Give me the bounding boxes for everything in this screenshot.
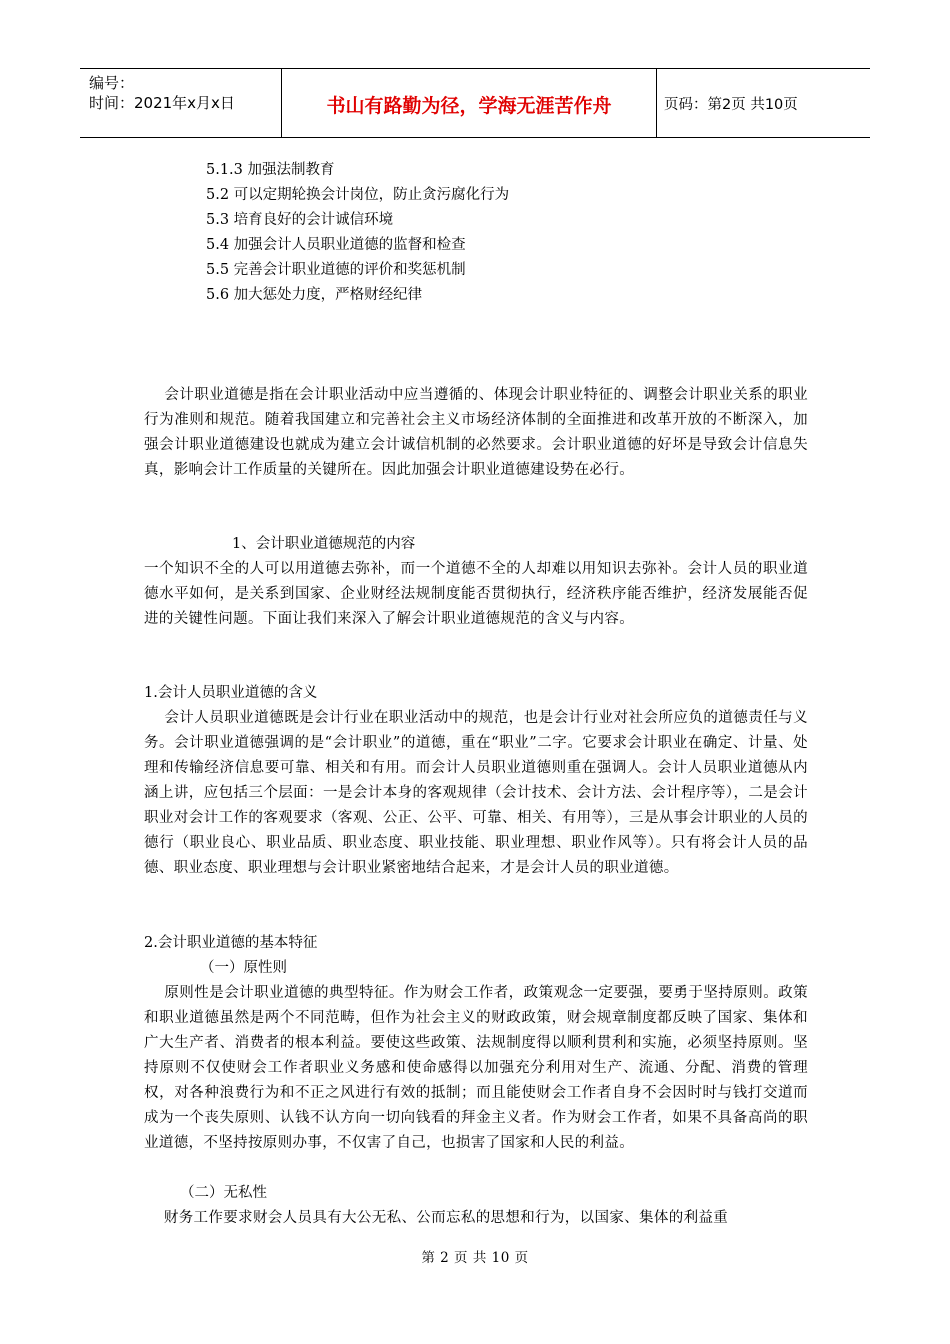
point-2-heading: （二）无私性 <box>180 1185 267 1201</box>
point-1-paragraph: 原则性是会计职业道德的典型特征。作为财会工作者，政策观念一定要强，要勇于坚持原则。政策和职业道德虽然是两个不同范畴，但作为社会主义的财政政策，财会规章制度都反映了国家、集体和广大生产者、消费者的根本利益。要使这些政策、法规制度得以顺利贯利和实施，必须坚持原则。坚持原则不仅使财会工作者职业义务感和使命感得以加强充分利用对生产、流通、分配、消费的管理权，对各种浪费行为和不正之风进行有效的抵制；而且能使财会工作者自身不会因时时与钱打交道而成为一个丧失原则、认钱不认方向一切向钱看的拜金主义者。作为财会工作者，如果不具备高尚的职业道德，不坚持按原则办事，不仅害了自己，也损害了国家和人民的利益。 <box>144 985 808 1151</box>
header-info-cell <box>80 69 282 137</box>
point-2-paragraph: 财务工作要求财会人员具有大公无私、公而忘私的思想和行为，以国家、集体的利益重 <box>144 1210 729 1226</box>
toc-item: 5.5 完善会计职业道德的评价和奖惩机制 <box>206 262 466 278</box>
document-date-label: 时间：2021年x月x日 <box>89 94 235 112</box>
table-of-contents <box>206 158 509 308</box>
header-motto-cell <box>282 69 657 137</box>
toc-item: 5.4 加强会计人员职业道德的监督和检查 <box>206 237 466 253</box>
toc-item: 5.6 加大惩处力度，严格财经纪律 <box>206 287 423 303</box>
toc-item: 5.2 可以定期轮换会计岗位，防止贪污腐化行为 <box>206 187 510 203</box>
intro-paragraph: 会计职业道德是指在会计职业活动中应当遵循的、体现会计职业特征的、调整会计职业关系的职业行为准则和规范。随着我国建立和完善社会主义市场经济体制的全面推进和改革开放的不断深入，加强会计职业道德建设也就成为建立会计诚信机制的必然要求。会计职业道德的好坏是导致会计信息失真，影响会计工作质量的关键所在。因此加强会计职业道德建设势在必行。 <box>144 387 808 478</box>
point-1-heading: （一）原性则 <box>200 960 287 976</box>
header-page-info: 页码：第2页 共10页 <box>664 97 798 113</box>
section-1-heading: 1、会计职业道德规范的内容 <box>232 536 416 552</box>
page-header <box>80 68 870 138</box>
subsection-2-heading: 2.会计职业道德的基本特征 <box>144 935 318 951</box>
document-number-label: 编号： <box>89 74 135 92</box>
header-page-cell <box>657 69 870 137</box>
section-1-paragraph: 一个知识不全的人可以用道德去弥补，而一个道德不全的人却难以用知识去弥补。会计人员的职业道德水平如何，是关系到国家、企业财经法规制度能否贯彻执行，经济秩序能否维护，经济发展能否促进的关键性问题。下面让我们来深入了解会计职业道德规范的含义与内容。 <box>144 561 808 627</box>
header-motto: 书山有路勤为径，学海无涯苦作舟 <box>326 95 612 117</box>
page-footer: 第 2 页 共 10 页 <box>421 1250 529 1266</box>
subsection-1-paragraph: 会计人员职业道德既是会计行业在职业活动中的规范，也是会计行业对社会所应负的道德责任与义务。会计职业道德强调的是“会计职业”的道德，重在“职业”二字。它要求会计职业在确定、计量、处理和传输经济信息要可靠、相关和有用。而会计人员职业道德则重在强调人。会计人员职业道德从内涵上讲，应包括三个层面：一是会计本身的客观规律（会计技术、会计方法、会计程序等），二是会计职业对会计工作的客观要求（客观、公正、公平、可靠、相关、有用等），三是从事会计职业的人员的德行（职业良心、职业品质、职业态度、职业技能、职业理想、职业作风等）。只有将会计人员的品德、职业态度、职业理想与会计职业紧密地结合起来，才是会计人员的职业道德。 <box>144 710 808 876</box>
toc-item: 5.3 培育良好的会计诚信环境 <box>206 212 394 228</box>
subsection-1-heading: 1.会计人员职业道德的含义 <box>144 685 318 701</box>
toc-item: 5.1.3 加强法制教育 <box>206 162 335 178</box>
